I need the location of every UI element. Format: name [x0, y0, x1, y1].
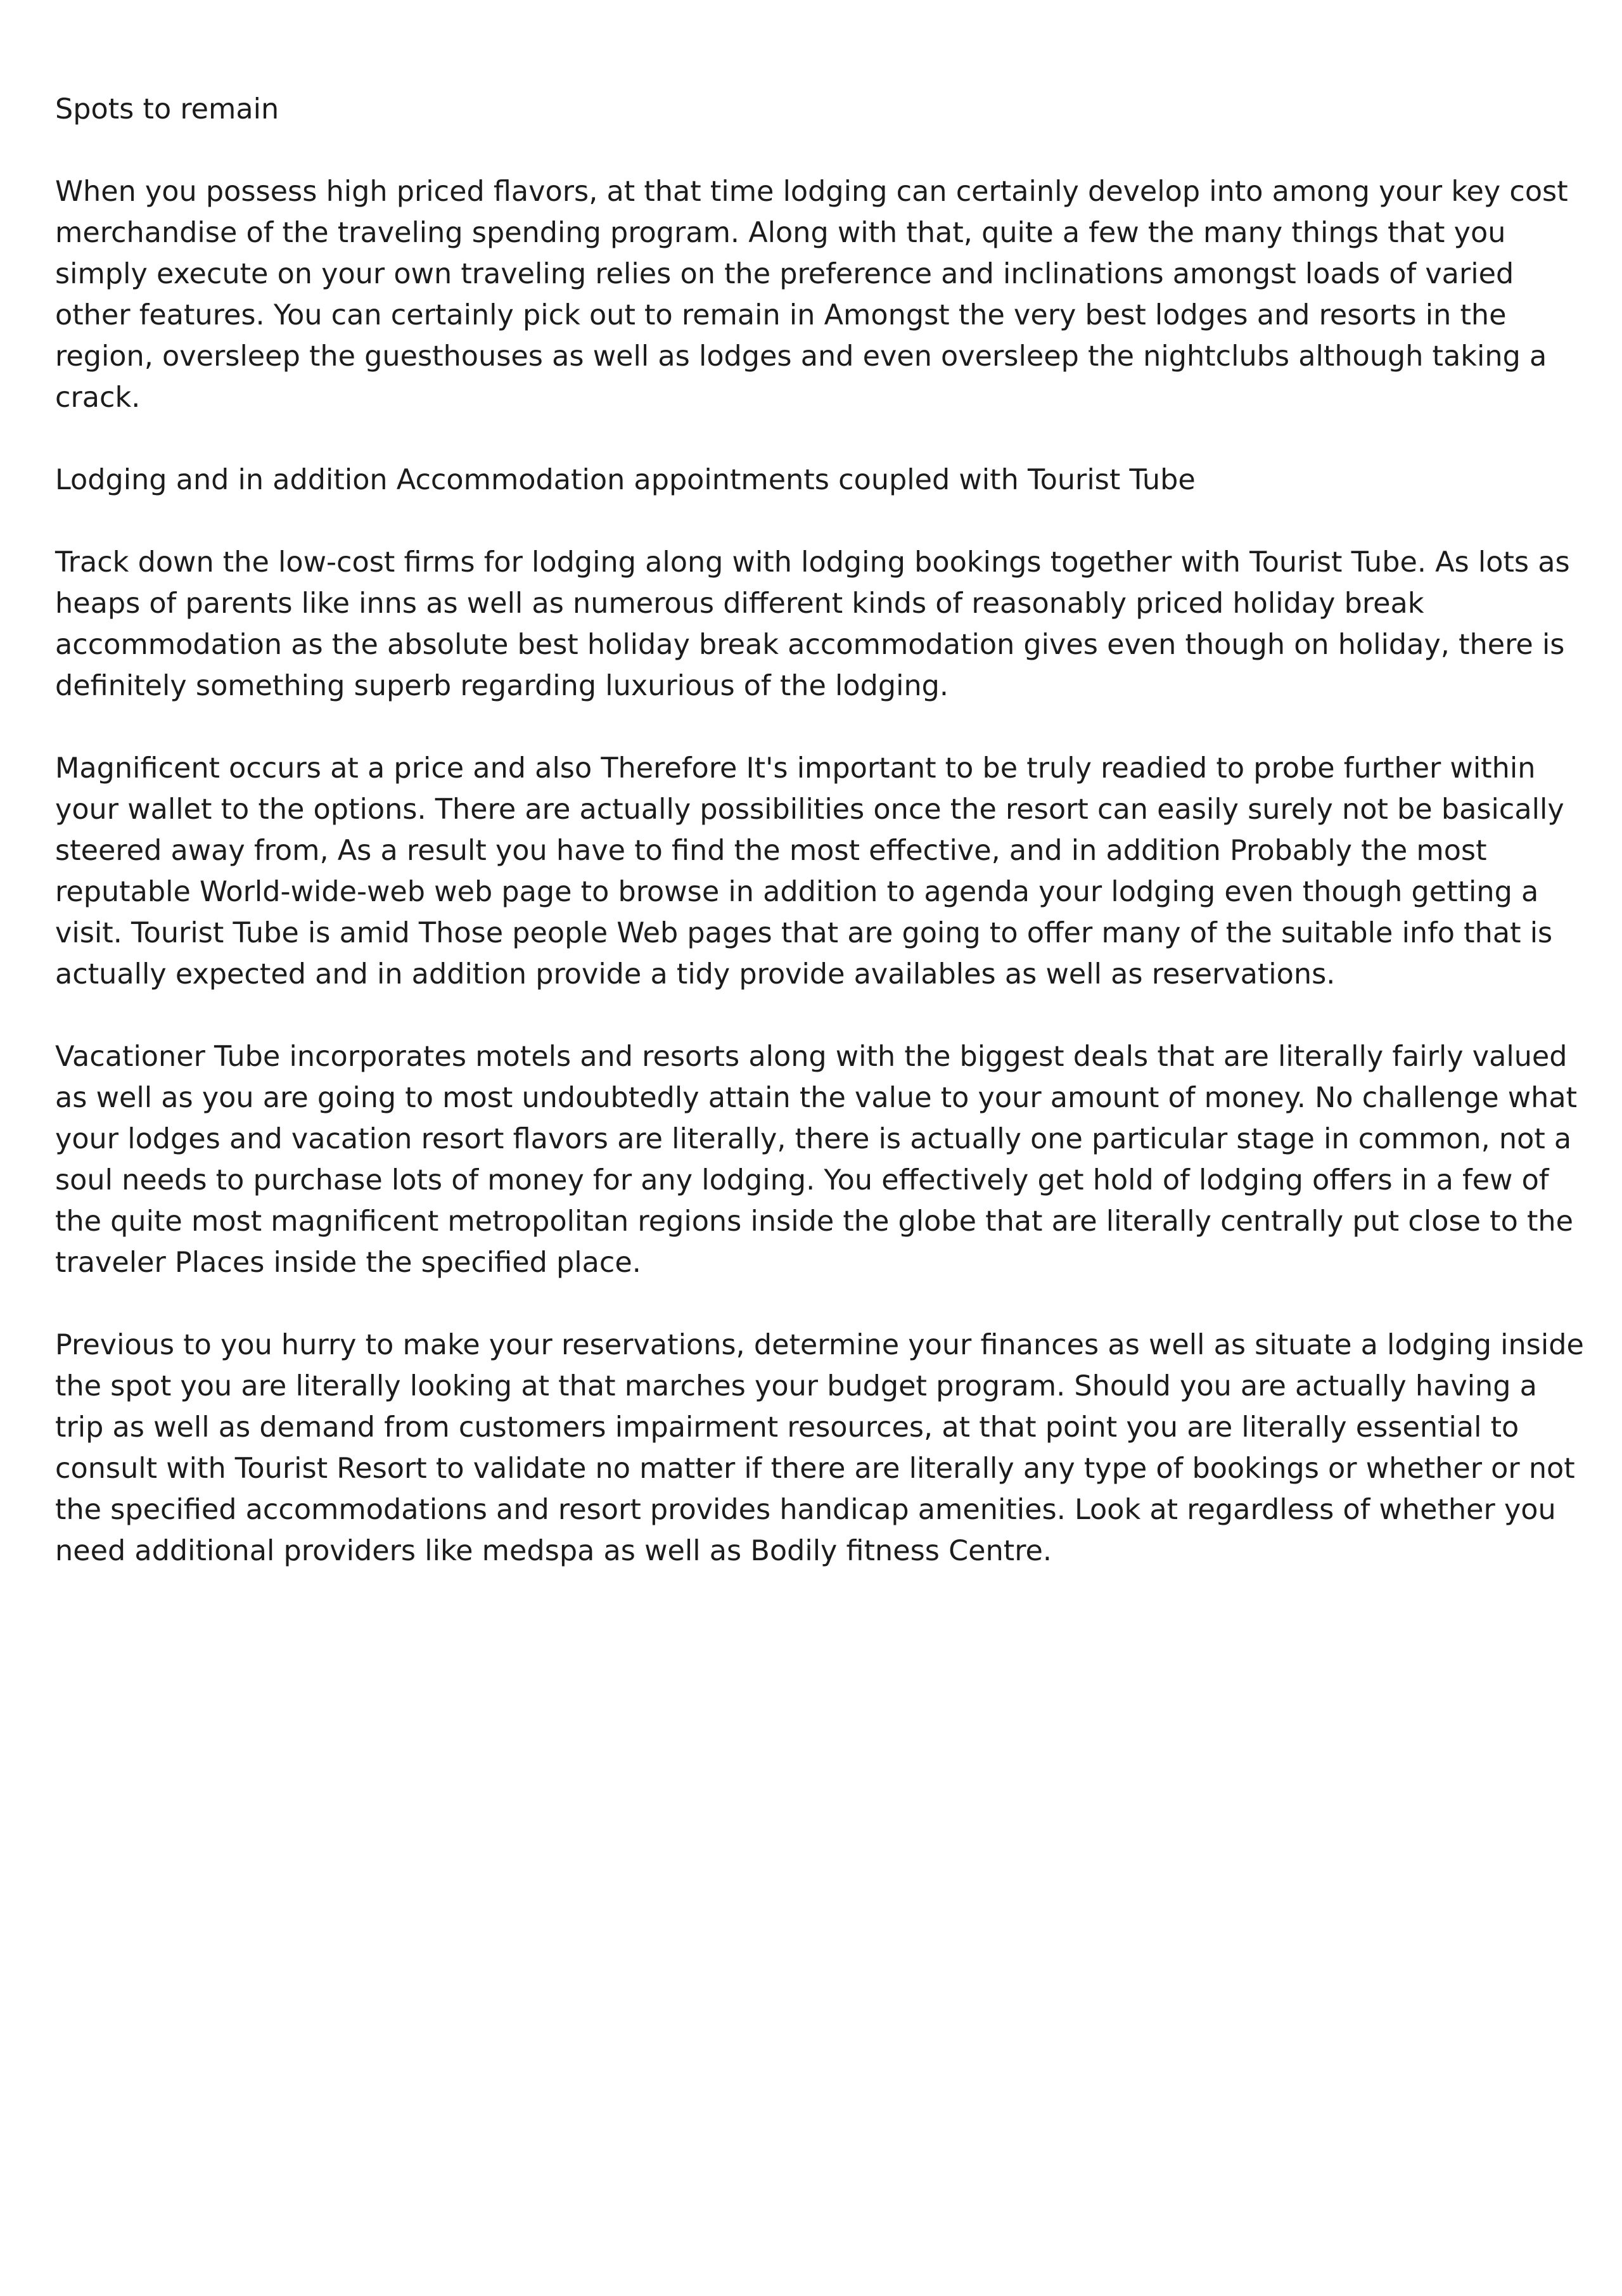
paragraph-reservations-budget: Previous to you hurry to make your reservations, determine your finances as well as situate a lodging inside the spot you are literally looking at that marches your budget program. Should you are actually having a trip as well as demand from customers impairment resources, at that point you are literally essential to consult with Tourist Resort to validate no matter if there are literally any type of bookings or whether or not the specified accommodations and resort provides handicap amenities. Look at regardless of whether you need additional providers like medspa as well as Bodily fitness Centre.: [55, 1329, 1584, 1567]
document-body: [55, 89, 1588, 1613]
paragraph-heading-spots-to-remain: Spots to remain: [55, 93, 279, 125]
paragraph-lodging-costs: When you possess high priced flavors, at that time lodging can certainly develop into among your key cost merchandise of the traveling spending program. Along with that, quite a few the many things that you simply execute on your own traveling relies on the preference and inclinations amongst loads of varied other features. You can certainly pick out to remain in Amongst the very best lodges and resorts in the region, oversleep the guesthouses as well as lodges and even oversleep the nightclubs although taking a crack.: [55, 176, 1568, 414]
paragraph-heading-accommodation-appointments: Lodging and in addition Accommodation appointments coupled with Tourist Tube: [55, 464, 1196, 496]
paragraph-vacationer-tube: Vacationer Tube incorporates motels and resorts along with the biggest deals that are literally fairly valued as well as you are going to most undoubtedly attain the value to your amount of money. No challenge what your lodges and vacation resort flavors are literally, there is actually one particular stage in common, not a soul needs to purchase lots of money for any lodging. You effectively get hold of lodging offers in a few of the quite most magnificent metropolitan regions inside the globe that are literally centrally put close to the traveler Places inside the specified place.: [55, 1041, 1578, 1279]
paragraph-low-cost-firms: Track down the low-cost firms for lodging along with lodging bookings together with Tourist Tube. As lots as heaps of parents like inns as well as numerous different kinds of reasonably priced holiday break accommodation as the absolute best holiday break accommodation gives even though on holiday, there is definitely something superb regarding luxurious of the lodging.: [55, 546, 1570, 702]
paragraph-magnificent-price: Magnificent occurs at a price and also Therefore It's important to be truly readied to probe further within your wallet to the options. There are actually possibilities once the resort can easily surely not be basically steered away from, As a result you have to find the most effective, and in addition Probably the most reputable World-wide-web web page to browse in addition to agenda your lodging even though getting a visit. Tourist Tube is amid Those people Web pages that are going to offer many of the suitable info that is actually expected and in addition provide a tidy provide availables as well as reservations.: [55, 752, 1564, 991]
